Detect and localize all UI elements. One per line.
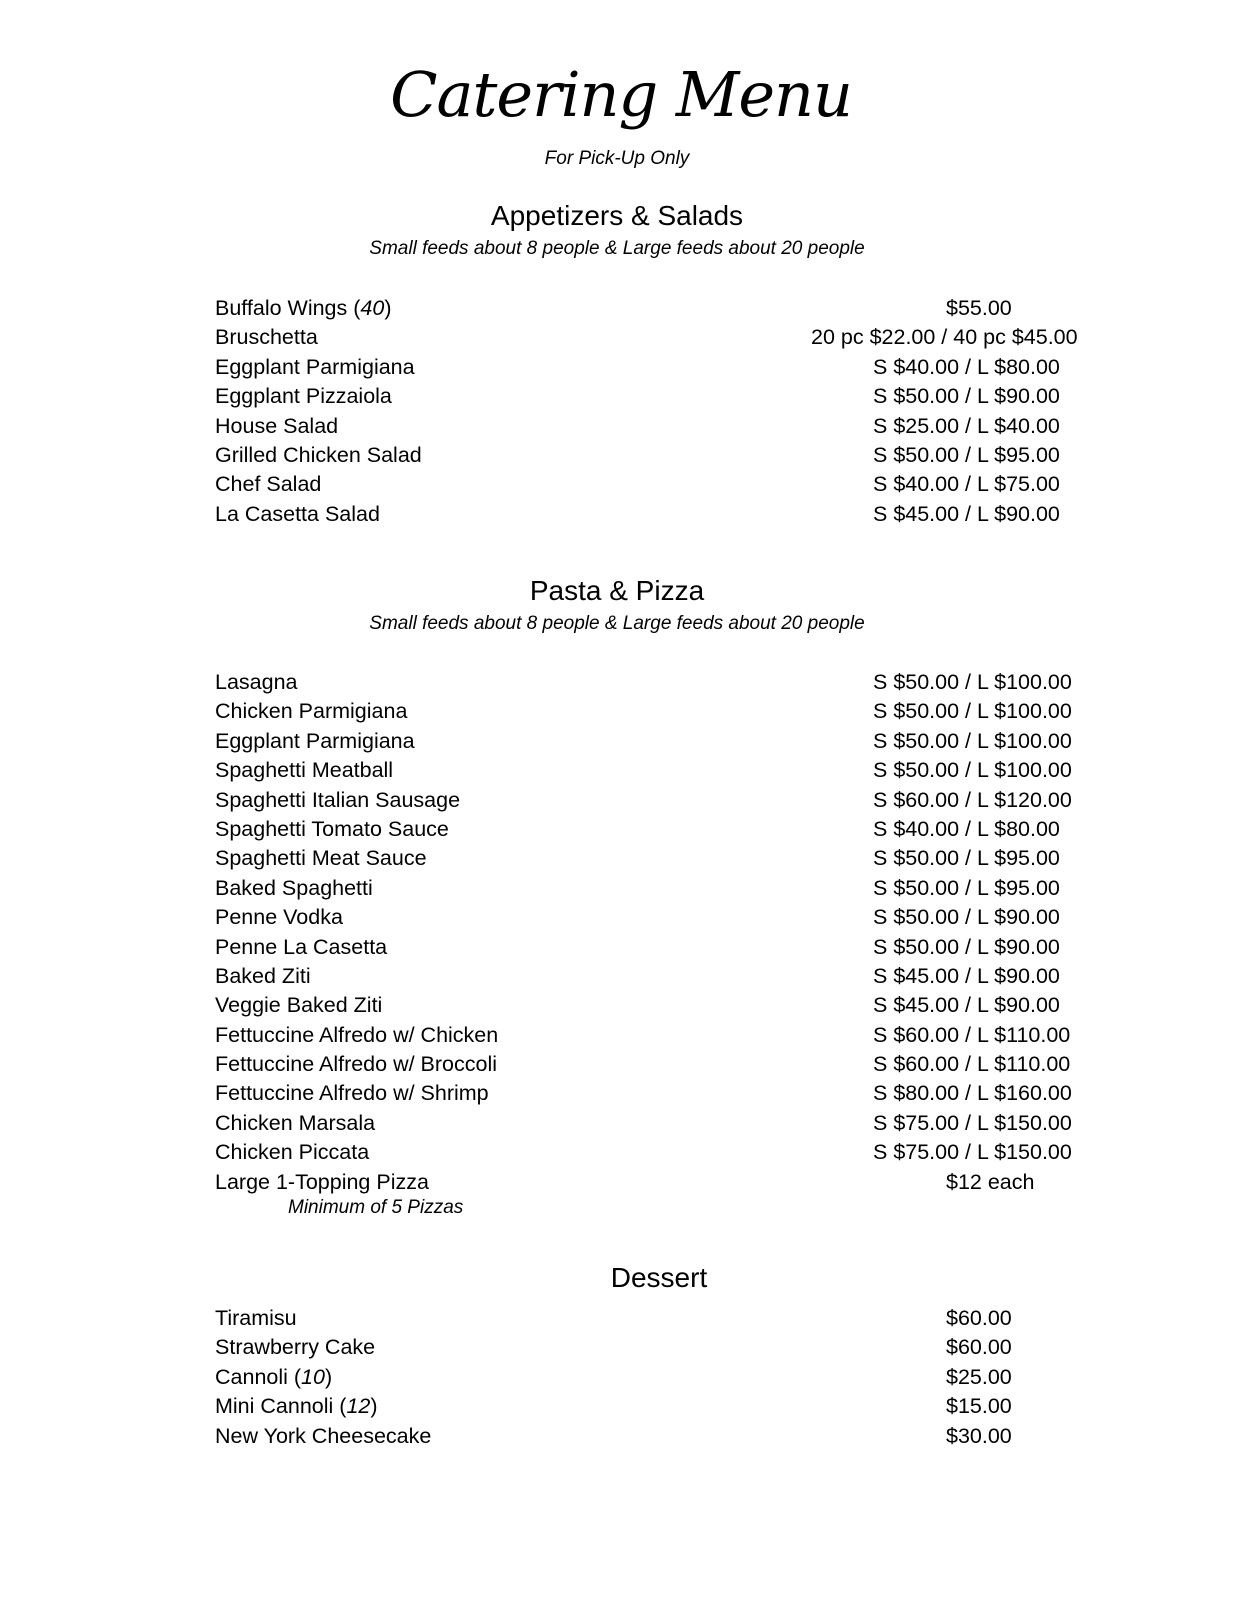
menu-item-row: [215, 500, 1095, 529]
menu-item-price: S $50.00 / L $90.00: [873, 384, 1060, 409]
menu-item-price: S $50.00 / L $100.00: [873, 699, 1072, 724]
menu-item-row: [215, 470, 1095, 499]
menu-item-price: S $50.00 / L $95.00: [873, 846, 1060, 871]
menu-item-row: [215, 1050, 1095, 1079]
appetizers-list: [215, 294, 1095, 529]
menu-item-name: Buffalo Wings (40): [215, 296, 392, 320]
menu-item-price: S $50.00 / L $95.00: [873, 875, 1060, 900]
menu-item-row: [215, 1021, 1095, 1050]
menu-item-row: [215, 1304, 1095, 1333]
menu-item-row: [215, 323, 1095, 352]
menu-item-price: $60.00: [946, 1335, 1012, 1360]
menu-item-quantity: 40: [360, 296, 385, 320]
menu-item-row: [215, 903, 1095, 932]
menu-item-row: [215, 412, 1095, 441]
menu-item-price: $15.00: [946, 1394, 1012, 1419]
menu-item-price: S $50.00 / L $90.00: [873, 905, 1060, 930]
menu-item-price: S $40.00 / L $75.00: [873, 472, 1060, 497]
menu-item-price: S $60.00 / L $110.00: [873, 1052, 1071, 1077]
menu-item-row: [215, 962, 1095, 991]
menu-item-price: S $25.00 / L $40.00: [873, 413, 1060, 438]
menu-item-name: Fettuccine Alfredo w/ Shrimp: [215, 1081, 489, 1106]
menu-item-name: Spaghetti Italian Sausage: [215, 787, 461, 812]
menu-item-price: S $40.00 / L $80.00: [873, 354, 1060, 379]
menu-item-row: [215, 1079, 1095, 1108]
menu-item-price: S $45.00 / L $90.00: [873, 963, 1060, 988]
menu-item-price: S $50.00 / L $100.00: [873, 670, 1072, 694]
menu-item-price: $30.00: [946, 1423, 1012, 1448]
menu-item-name: Tiramisu: [215, 1306, 297, 1330]
menu-item-name: House Salad: [215, 413, 339, 438]
menu-item-row: [215, 441, 1095, 470]
menu-item-price: S $40.00 / L $80.00: [873, 816, 1060, 841]
menu-item-row: [215, 991, 1095, 1020]
section-heading-appetizers: Appetizers & Salads: [490, 200, 744, 231]
dessert-list: [215, 1304, 1095, 1451]
menu-item-name: Penne La Casetta: [215, 934, 388, 959]
menu-title: Catering Menu: [390, 58, 852, 131]
section-heading-dessert: Dessert: [610, 1262, 708, 1293]
menu-item-name: Large 1-Topping Pizza: [215, 1169, 429, 1194]
menu-item-name: Cannoli (10): [215, 1364, 333, 1389]
menu-item-row: [215, 874, 1095, 903]
menu-item-row: [215, 727, 1095, 756]
menu-item-row: [215, 1422, 1095, 1451]
menu-item-row: [215, 294, 1095, 323]
menu-item-price: S $80.00 / L $160.00: [873, 1081, 1072, 1106]
menu-item-row: [215, 382, 1095, 411]
menu-item-price: S $45.00 / L $90.00: [873, 993, 1060, 1018]
menu-item-price: S $60.00 / L $120.00: [873, 787, 1072, 812]
menu-item-name: Grilled Chicken Salad: [215, 442, 422, 467]
menu-item-price: S $75.00 / L $150.00: [873, 1110, 1072, 1135]
section-heading-pasta: Pasta & Pizza: [529, 575, 705, 606]
menu-item-name: Eggplant Pizzaiola: [215, 384, 392, 409]
pickup-note: For Pick-Up Only: [544, 148, 690, 169]
section-note-appetizers: Small feeds about 8 people & Large feeds about 20 people: [369, 238, 865, 259]
menu-item-row: [215, 668, 1095, 697]
menu-item-row: [215, 353, 1095, 382]
menu-item-name: Chicken Marsala: [215, 1110, 376, 1135]
menu-item-name: La Casetta Salad: [215, 501, 380, 526]
menu-item-name: Spaghetti Meatball: [215, 758, 394, 783]
menu-item-row: [215, 844, 1095, 873]
menu-item-quantity: 10: [301, 1364, 325, 1389]
menu-item-price: $25.00: [946, 1364, 1012, 1389]
menu-item-row: [215, 756, 1095, 785]
menu-item-price: S $50.00 / L $95.00: [873, 442, 1060, 467]
menu-item-price: 20 pc $22.00 / 40 pc $45.00: [811, 325, 1078, 350]
menu-item-name: Lasagna: [215, 670, 298, 694]
menu-item-name: Baked Spaghetti: [215, 875, 373, 900]
menu-item-name: Mini Cannoli (12): [215, 1394, 378, 1419]
menu-item-price: S $50.00 / L $100.00: [873, 758, 1072, 783]
menu-item-name: Spaghetti Tomato Sauce: [215, 816, 449, 841]
menu-item-row: [215, 815, 1095, 844]
menu-item-quantity: 12: [346, 1394, 371, 1419]
menu-item-price: S $50.00 / L $100.00: [873, 728, 1072, 753]
pizza-minimum-note: Minimum of 5 Pizzas: [288, 1197, 464, 1218]
menu-item-name: Eggplant Parmigiana: [215, 728, 415, 753]
menu-item-price: S $60.00 / L $110.00: [873, 1022, 1071, 1047]
pasta-list: [215, 668, 1095, 1197]
menu-item-name: Bruschetta: [215, 325, 318, 350]
menu-item-row: [215, 1333, 1095, 1362]
menu-item-row: [215, 933, 1095, 962]
menu-item-row: [215, 786, 1095, 815]
menu-item-price: $60.00: [946, 1306, 1012, 1330]
menu-item-row: [215, 1392, 1095, 1421]
menu-item-name: Fettuccine Alfredo w/ Broccoli: [215, 1052, 498, 1077]
menu-item-price: $55.00: [946, 296, 1012, 320]
menu-item-row: [215, 1109, 1095, 1138]
menu-item-name: Chef Salad: [215, 472, 322, 497]
menu-item-name: Chicken Piccata: [215, 1140, 370, 1165]
menu-item-name: Fettuccine Alfredo w/ Chicken: [215, 1022, 499, 1047]
menu-item-name: Penne Vodka: [215, 905, 343, 930]
menu-item-price: S $50.00 / L $90.00: [873, 934, 1060, 959]
menu-item-row: [215, 1168, 1095, 1197]
menu-item-name: New York Cheesecake: [215, 1423, 432, 1448]
menu-item-row: [215, 1363, 1095, 1392]
menu-item-row: [215, 697, 1095, 726]
menu-item-name: Strawberry Cake: [215, 1335, 376, 1360]
menu-item-name: Chicken Parmigiana: [215, 699, 408, 724]
menu-item-name: Eggplant Parmigiana: [215, 354, 415, 379]
menu-item-row: [215, 1138, 1095, 1167]
menu-item-price: S $75.00 / L $150.00: [873, 1140, 1072, 1165]
menu-item-price: S $45.00 / L $90.00: [873, 501, 1060, 526]
section-note-pasta: Small feeds about 8 people & Large feeds about 20 people: [369, 613, 865, 634]
menu-item-name: Baked Ziti: [215, 963, 311, 988]
menu-item-price: $12 each: [946, 1169, 1035, 1194]
menu-item-name: Spaghetti Meat Sauce: [215, 846, 427, 871]
menu-item-name: Veggie Baked Ziti: [215, 993, 383, 1018]
